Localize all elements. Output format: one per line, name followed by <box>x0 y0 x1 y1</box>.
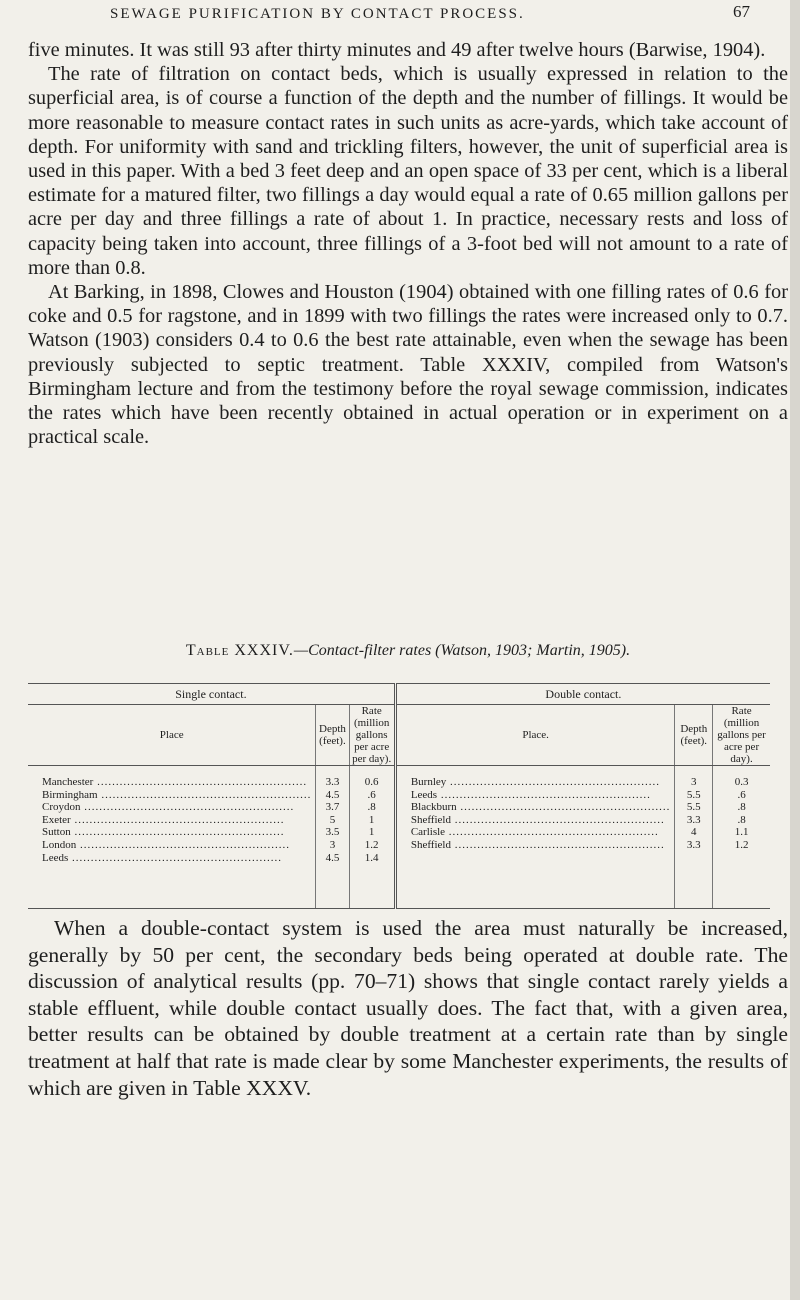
paragraph: At Barking, in 1898, Clowes and Houston (1904) obtained with one filling rates of 0.6 for coke and 0.5 for ragstone, and in 1899 with two fillings the rates were increased only to 0.7. Watson (1903) considers 0.4 to 0.6 the best rate attainable, even when the sewage has been previously subjected to septic treatment. Table XXXIV, compiled from Watson's Birmingham lecture and from the testimony before the royal sewage commission, indicates the rates which have been recently obtained in actual operation or in experiment on a practical scale. <box>28 281 788 449</box>
table-cell: .8 <box>367 801 376 814</box>
table-cell: 3.3 <box>686 813 701 826</box>
table-cell: .6 <box>737 788 746 801</box>
body-text-top <box>28 38 788 449</box>
table-cell: 5.5 <box>686 788 701 801</box>
place-header: Place <box>28 705 316 766</box>
table-cell: 1.2 <box>364 838 379 851</box>
table-cell: 3.3 <box>325 776 340 788</box>
table-cell: Leeds ..... <box>397 789 675 802</box>
table-cell: .6 <box>367 788 376 801</box>
table-label: Table XXXIV. <box>185 642 294 659</box>
double-rate-column <box>713 766 770 909</box>
table-cell: 3 <box>691 776 697 788</box>
body-text-bottom <box>28 915 788 1101</box>
paragraph: five minutes. It was still 93 after thirty minutes and 49 after twelve hours (Barwise, 1904). <box>28 39 766 61</box>
single-rate-column <box>349 766 395 909</box>
page-number: 67 <box>733 2 750 21</box>
table-cell: 4 <box>691 826 697 839</box>
depth-header: Depth (feet). <box>675 705 713 766</box>
single-place-column <box>28 766 316 909</box>
depth-header: Depth (feet). <box>316 705 349 766</box>
table-cell: Sutton ..... <box>28 826 315 839</box>
table-cell: Blackburn ..... <box>397 801 675 814</box>
table-cell: .8 <box>737 801 746 814</box>
single-contact-group: Single contact. <box>28 684 395 705</box>
table-cell: Exeter ..... <box>28 814 315 827</box>
table-cell: 4.5 <box>325 788 340 801</box>
table-cell: Sheffield ..... <box>397 839 675 852</box>
table-cell: Birmingham ..... <box>28 789 315 802</box>
double-place-column <box>395 766 675 909</box>
table-cell: Croydon ..... <box>28 801 315 814</box>
table-cell: 1.4 <box>364 851 379 864</box>
table-cell: Sheffield ..... <box>397 814 675 827</box>
table-source: (Watson, 1903; Martin, 1905). <box>435 642 631 659</box>
place-header: Place. <box>395 705 675 766</box>
table-caption <box>28 642 788 660</box>
table-cell: Leeds ..... <box>28 852 315 865</box>
table-cell: 1.2 <box>734 838 749 851</box>
table-cell: 1.1 <box>734 826 749 839</box>
double-contact-group: Double contact. <box>395 684 770 705</box>
contact-filter-rates-table <box>28 683 770 909</box>
table-cell: 1 <box>368 826 375 839</box>
running-head <box>110 2 750 23</box>
paragraph: When a double-contact system is used the area must naturally be increased, generally by 50 per cent, the secondary beds being operated at double rate. The discussion of analytical results (pp. 70–71) shows that single contact rarely yields a stable effluent, while double contact usually does. The fact that, with a given area, better results can be obtained by double treatment at a certain rate than by single treatment at half that rate is made clear by some Manchester experiments, the results of which are given in Table XXXV. <box>28 916 788 1100</box>
table-cell: 0.3 <box>734 776 749 788</box>
table-cell: 0.6 <box>364 776 379 788</box>
rate-header: Rate (million gallons per acre per day). <box>349 705 395 766</box>
table-cell: .8 <box>737 813 746 826</box>
double-depth-column <box>675 766 713 909</box>
paragraph: The rate of filtration on contact beds, which is usually expressed in relation to the superficial area, is of course a function of the depth and the number of fillings. It would be more reasonable to measure contact rates in such units as acre-yards, which take account of depth. For uniformity with sand and trickling filters, however, the unit of superficial area is used in this paper. With a bed 3 feet deep and an open space of 33 per cent, which is a liberal estimate for a matured filter, two fillings a day would equal a rate of 0.65 million gallons per acre per day and three fillings a rate of about 1. In practice, necessary rests and loss of capacity being taken into account, three fillings of a 3-foot bed will not amount to a rate of more than 0.8. <box>28 63 788 279</box>
table-cell: London ..... <box>28 839 315 852</box>
table-cell: 5.5 <box>686 801 701 814</box>
table-cell: 3 <box>329 838 336 851</box>
table-cell: 3.5 <box>325 826 340 839</box>
table-cell: 5 <box>329 813 336 826</box>
table-cell: 3.7 <box>325 801 340 814</box>
running-head-title: SEWAGE PURIFICATION BY CONTACT PROCESS. <box>110 6 525 22</box>
table-title: —Contact-filter rates <box>293 642 432 659</box>
table-cell: Carlisle ..... <box>397 826 675 839</box>
table-cell: 4.5 <box>325 851 340 864</box>
single-depth-column <box>316 766 349 909</box>
table-cell: Burnley ..... <box>397 776 675 789</box>
rate-header: Rate (million gallons per acre per day). <box>713 705 770 766</box>
table-cell: Manchester ..... <box>28 776 315 789</box>
table-cell: 1 <box>368 813 375 826</box>
table-cell: 3.3 <box>686 838 701 851</box>
page-edge-shadow <box>790 0 800 1300</box>
